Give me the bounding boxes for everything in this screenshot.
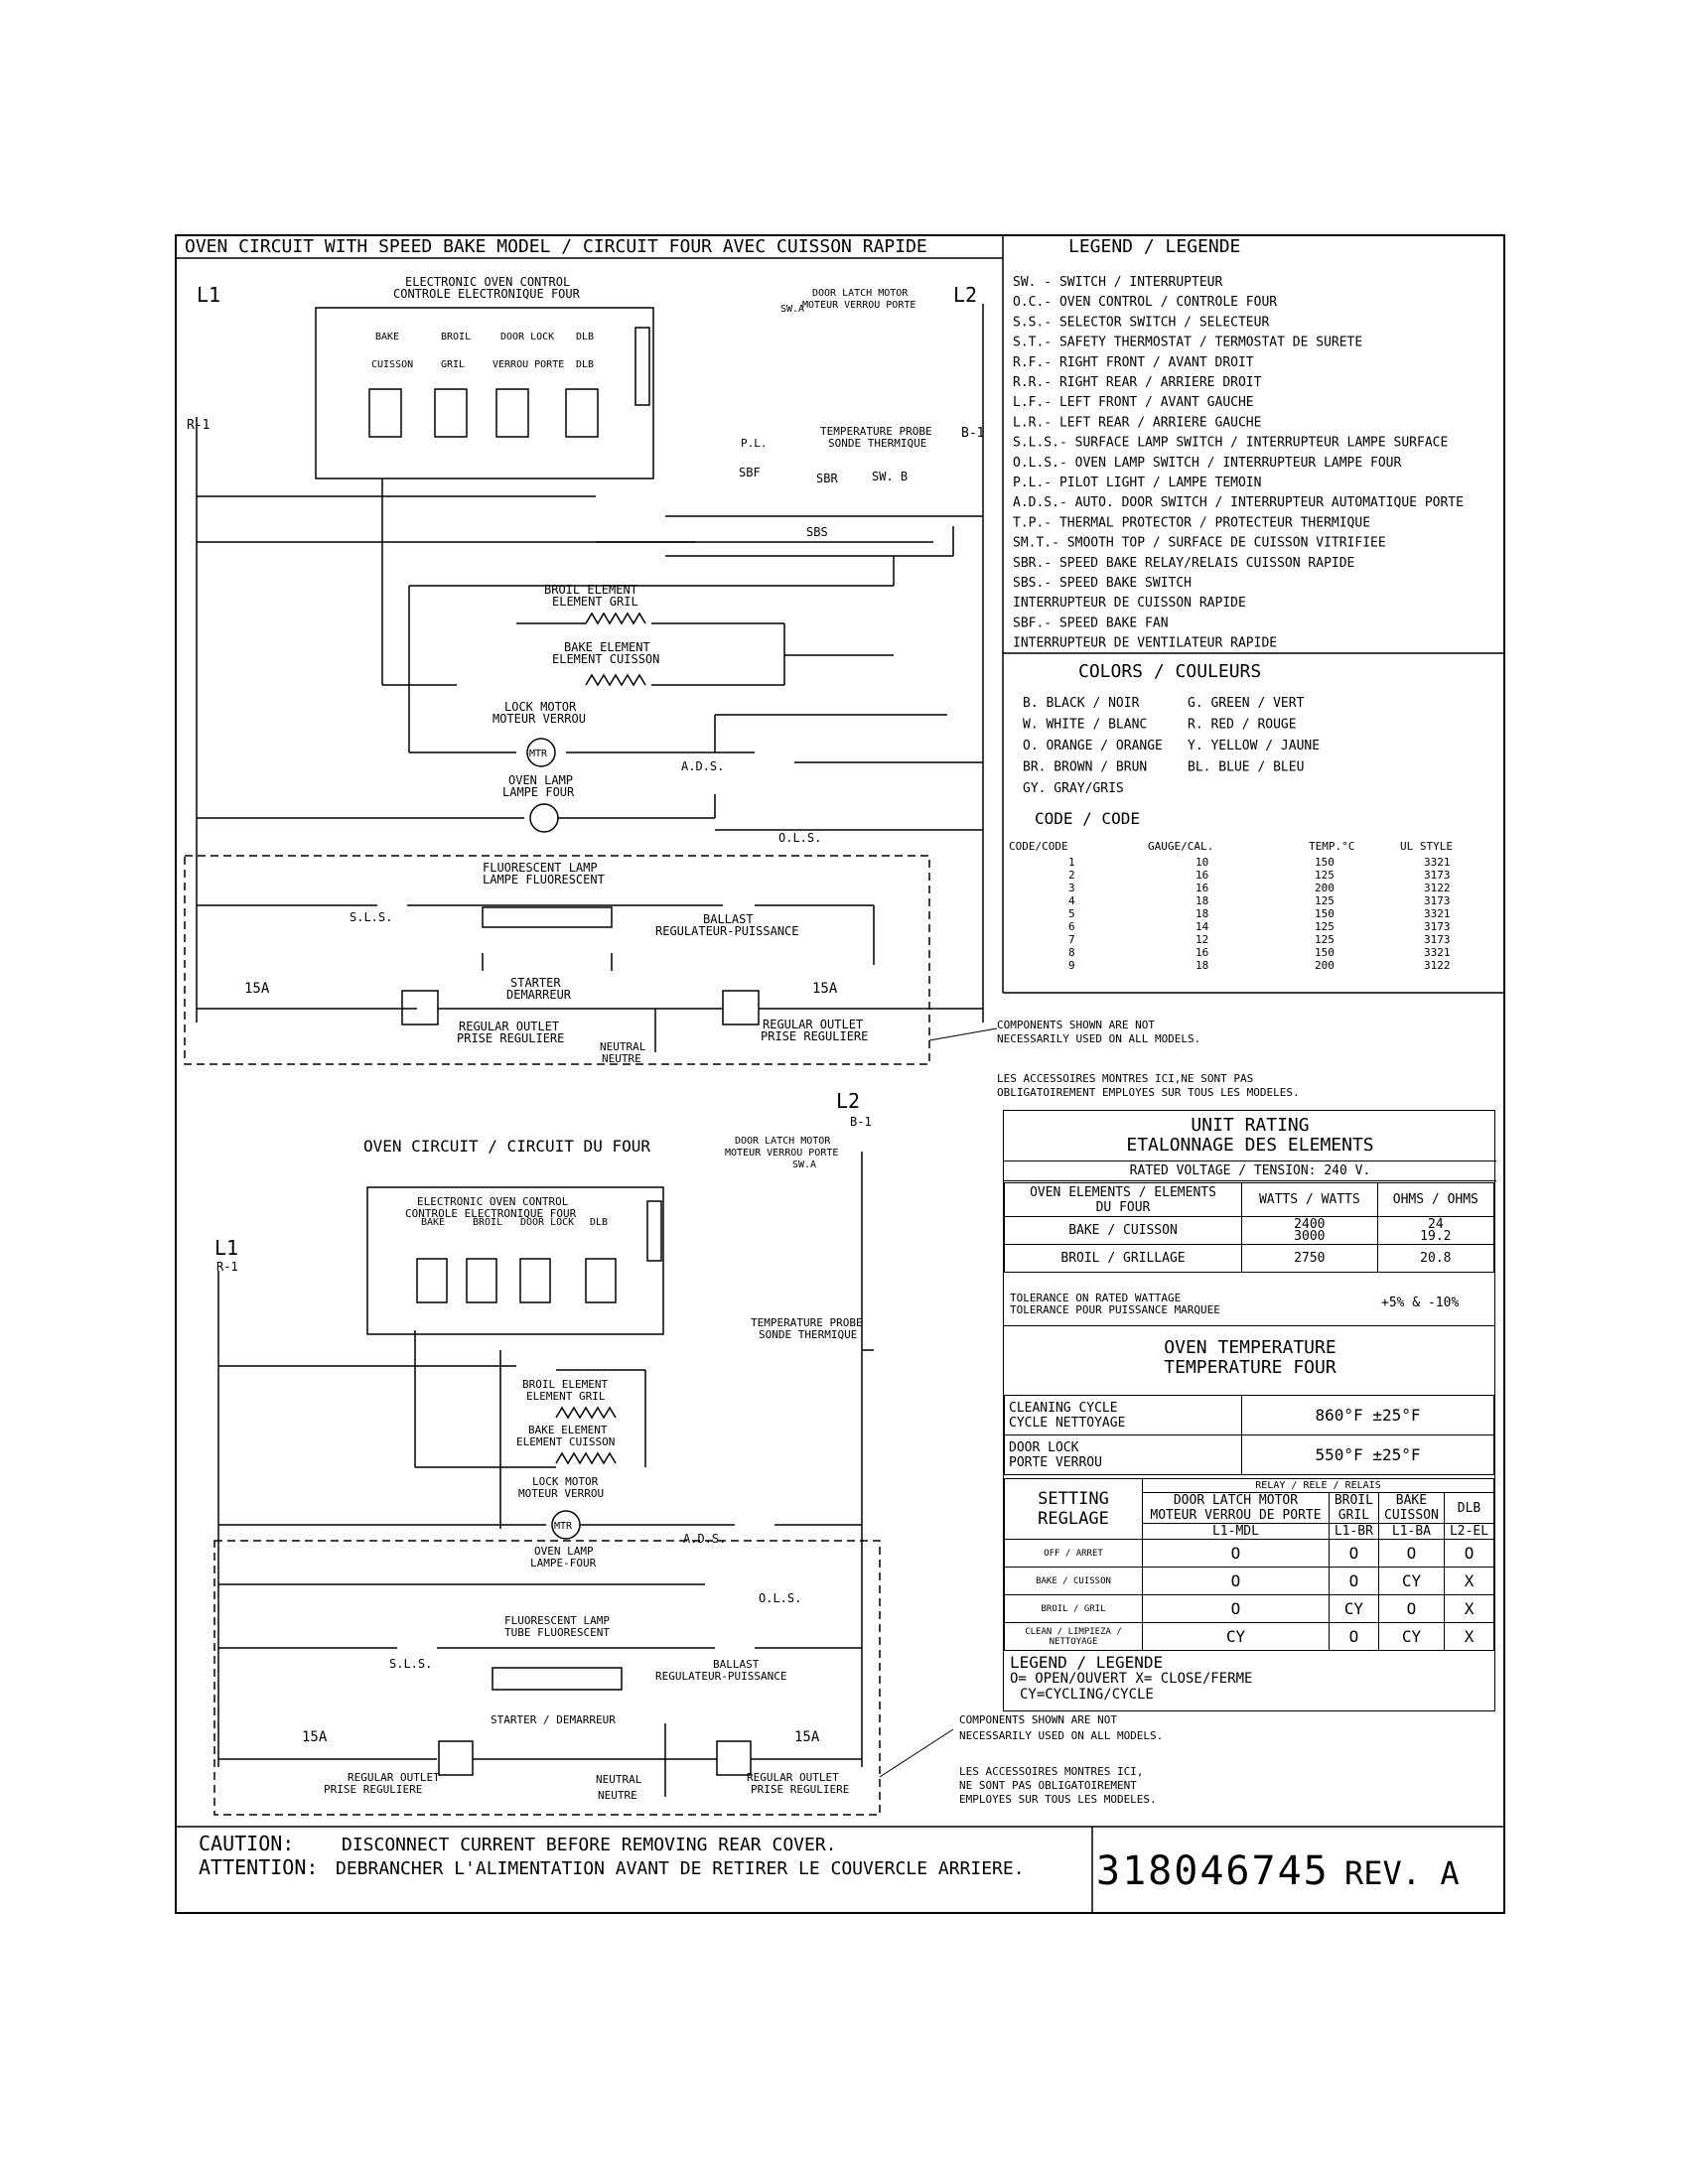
sbs-label: SBS [806,525,828,539]
legend-item: SBF.- SPEED BAKE FAN [1013,615,1169,631]
unit-rating-panel [1003,1110,1495,1711]
legend-item: INTERRUPTEUR DE CUISSON RAPIDE [1013,596,1246,612]
code-cell: 125 [1315,869,1335,882]
r1-label: R-1 [187,418,211,433]
code-cell: 1 [1068,856,1075,869]
fl-label-fr-2: TUBE FLUORESCENT [504,1626,610,1639]
setting-col-code: L1-BR [1329,1524,1378,1540]
setting-legend-1: O= OPEN/OUVERT X= CLOSE/FERME [1010,1671,1253,1687]
setting-row [1005,1568,1494,1595]
setting-cell: X [1445,1568,1494,1595]
code-cell: 10 [1196,856,1209,869]
setting-cell: O [1329,1540,1378,1568]
code-header: GAUGE/CAL. [1148,840,1214,853]
ballast-label-fr-2: REGULATEUR-PUISSANCE [655,1670,787,1683]
relay-bake-label-2: BAKE [421,1217,446,1228]
setting-col-header: DLB [1445,1493,1494,1524]
setting-row-name: BROIL / GRIL [1005,1595,1143,1623]
swb-label: SW. B [872,470,909,483]
legend-item: O.L.S.- OVEN LAMP SWITCH / INTERRUPTEUR LAMPE FOUR [1013,455,1402,471]
bake-label-fr-2: ELEMENT CUISSON [516,1435,616,1448]
setting-legend-2: CY=CYCLING/CYCLE [1020,1687,1154,1703]
code-header: UL STYLE [1400,840,1453,853]
setting-row-name: BAKE / CUISSON [1005,1568,1143,1595]
eoc-label: ELECTRONIC OVEN CONTROL [405,275,571,289]
legend-item: S.L.S.- SURFACE LAMP SWITCH / INTERRUPTEUR LAMPE SURFACE [1013,435,1449,451]
code-cell: 125 [1315,894,1335,907]
code-cell: 7 [1068,933,1075,946]
code-cell: 5 [1068,907,1075,920]
code-cell: 3173 [1424,920,1451,933]
setting-col-header: BAKE CUISSON [1378,1493,1444,1524]
door-temp-value: 550°F ±25°F [1242,1435,1494,1475]
setting-cell: X [1445,1595,1494,1623]
broil-row-label: BROIL / GRILLAGE [1005,1245,1242,1273]
lock-label-fr: MOTEUR VERROU [492,712,586,726]
setting-cell: CY [1378,1568,1444,1595]
legend-item: SBR.- SPEED BAKE RELAY/RELAIS CUISSON RAPIDE [1013,555,1355,571]
part-number: 318046745 [1096,1848,1330,1894]
code-cell: 6 [1068,920,1075,933]
code-cell: 3321 [1424,907,1451,920]
setting-row [1005,1540,1494,1568]
legend-item: O.C.- OVEN CONTROL / CONTROLE FOUR [1013,295,1278,311]
setting-col-code: L2-EL [1445,1524,1494,1540]
starter-label-fr: DEMARREUR [506,988,572,1002]
code-cell: 14 [1196,920,1209,933]
code-cell: 200 [1315,959,1335,972]
relay-dlb-label-fr: DLB [576,359,595,370]
ads-label: A.D.S. [681,759,725,773]
setting-cell: X [1445,1623,1494,1651]
setting-col-code: L1-BA [1378,1524,1444,1540]
code-cell: 150 [1315,946,1335,959]
mtr-label: MTR [529,749,548,759]
elements-header: OVEN ELEMENTS / ELEMENTS [1030,1184,1216,1200]
elements-table: OVEN ELEMENTS / ELEMENTS DU FOUR WATTS / WATTS OHMS / OHMS BAKE / CUISSON 2400 3000 24 19.2 BROIL / GRILLAGE 2750 20.8 [1004,1182,1494,1273]
code-cell: 16 [1196,882,1209,894]
dlm-label-fr-2: MOTEUR VERROU PORTE [725,1148,839,1159]
neutral-label-fr: NEUTRE [602,1052,641,1065]
legend-item: T.P.- THERMAL PROTECTOR / PROTECTEUR THERMIQUE [1013,515,1371,531]
outlet-label-4: REGULAR OUTLET [747,1771,839,1784]
code-cell: 9 [1068,959,1075,972]
l2-label-2: L2 [836,1089,861,1113]
attention-label: ATTENTION: [199,1855,319,1879]
lock-label-fr-2: MOTEUR VERROU [518,1487,605,1500]
elements-header-fr: DU FOUR [1095,1199,1151,1215]
setting-col-header: BROIL GRIL [1329,1493,1378,1524]
setting-cell: CY [1143,1623,1330,1651]
setting-cell: CY [1329,1595,1378,1623]
accessories-note-5: EMPLOYES SUR TOUS LES MODELES. [959,1793,1157,1806]
fl-label: FLUORESCENT LAMP [483,861,598,875]
code-cell: 2 [1068,869,1075,882]
setting-row [1005,1623,1494,1651]
neutral-label-2: NEUTRAL [596,1773,642,1786]
watts-header: WATTS / WATTS [1242,1183,1378,1217]
lock-label: LOCK MOTOR [504,700,577,714]
color-item: G. GREEN / VERT [1188,696,1305,711]
code-cell: 12 [1196,933,1209,946]
lamp-label-2: OVEN LAMP [534,1545,594,1558]
setting-col-header: DOOR LATCH MOTOR MOTEUR VERROU DE PORTE [1143,1493,1330,1524]
bake-label-fr: ELEMENT CUISSON [552,652,660,666]
color-item: W. WHITE / BLANC [1023,717,1148,733]
bake-label: BAKE ELEMENT [564,640,650,654]
bake-row-label: BAKE / CUISSON [1005,1217,1242,1245]
accessories-note-1: LES ACCESSOIRES MONTRES ICI,NE SONT PAS [997,1072,1254,1085]
code-cell: 18 [1196,907,1209,920]
oven-temp-title: OVEN TEMPERATURE [1164,1337,1336,1358]
ballast-label-fr: REGULATEUR-PUISSANCE [655,924,799,938]
color-item: B. BLACK / NOIR [1023,696,1140,711]
setting-cell: O [1143,1595,1330,1623]
legend-item: S.S.- SELECTOR SWITCH / SELECTEUR [1013,315,1270,331]
bake-label-2: BAKE ELEMENT [528,1424,608,1436]
legend-item: SM.T.- SMOOTH TOP / SURFACE DE CUISSON VITRIFIEE [1013,535,1386,551]
accessories-note-4: NE SONT PAS OBLIGATOIREMENT [959,1779,1137,1792]
oven-temp-table: CLEANING CYCLE CYCLE NETTOYAGE 860°F ±25°F DOOR LOCK PORTE VERROU 550°F ±25°F [1004,1395,1494,1475]
setting-row-name: OFF / ARRET [1005,1540,1143,1568]
dlm-label-fr: MOTEUR VERROU PORTE [802,300,916,311]
setting-row-name: CLEAN / LIMPIEZA / NETTOYAGE [1005,1623,1143,1651]
components-note-1: COMPONENTS SHOWN ARE NOT [997,1019,1155,1031]
top-title: OVEN CIRCUIT WITH SPEED BAKE MODEL / CIRCUIT FOUR AVEC CUISSON RAPIDE [185,236,927,257]
relay-broil-label-2: BROIL [473,1217,503,1228]
b1-label-2: B-1 [850,1115,872,1129]
l1-label-2: L1 [214,1236,239,1260]
code-header: TEMP.°C [1309,840,1355,853]
code-cell: 125 [1315,920,1335,933]
outlet-label-2: REGULAR OUTLET [763,1018,864,1031]
code-cell: 3122 [1424,959,1451,972]
color-item: R. RED / ROUGE [1188,717,1297,733]
tp-label-2: TEMPERATURE PROBE [751,1316,863,1329]
neutral-label-fr-2: NEUTRE [598,1789,637,1802]
components-note-2: NECESSARILY USED ON ALL MODELS. [997,1032,1201,1045]
setting-cell: O [1329,1623,1378,1651]
code-cell: 3173 [1424,869,1451,882]
sls-label-2: S.L.S. [389,1657,433,1671]
color-item: Y. YELLOW / JAUNE [1188,739,1321,753]
setting-cell: O [1378,1595,1444,1623]
legend-item: SW. - SWITCH / INTERRUPTEUR [1013,275,1223,290]
fuse-label-1: 15A [244,981,270,997]
code-cell: 16 [1196,946,1209,959]
code-cell: 150 [1315,907,1335,920]
code-cell: 3122 [1424,882,1451,894]
dlm-label: DOOR LATCH MOTOR [812,288,909,299]
legend-item: SBS.- SPEED BAKE SWITCH [1013,576,1193,591]
sbf-label: SBF [739,466,761,479]
lamp-label: OVEN LAMP [508,773,574,787]
tolerance-label: TOLERANCE ON RATED WATTAGE [1010,1292,1182,1304]
sbr-label: SBR [816,472,838,485]
mtr-label-2: MTR [554,1521,573,1532]
rated-voltage: RATED VOLTAGE / TENSION: 240 V. [1004,1160,1496,1181]
code-cell: 3321 [1424,856,1451,869]
color-item: BL. BLUE / BLEU [1188,759,1305,775]
unit-rating-title-fr: ETALONNAGE DES ELEMENTS [1126,1135,1374,1156]
fl-label-2: FLUORESCENT LAMP [504,1614,610,1627]
starter-label: STARTER [510,976,561,990]
broil-label-fr-2: ELEMENT GRIL [526,1390,606,1403]
relay-dlb-label-2: DLB [590,1217,609,1228]
sls-label: S.L.S. [350,910,393,924]
code-cell: 3321 [1424,946,1451,959]
legend-item: A.D.S.- AUTO. DOOR SWITCH / INTERRUPTEUR AUTOMATIQUE PORTE [1013,495,1464,511]
color-item: GY. GRAY/GRIS [1023,781,1124,796]
ballast-label-2: BALLAST [713,1658,760,1671]
attention-text: DEBRANCHER L'ALIMENTATION AVANT DE RETIRER LE COUVERCLE ARRIERE. [336,1858,1025,1879]
outlet-label-1: REGULAR OUTLET [459,1020,560,1033]
fl-label-fr: LAMPE FLUORESCENT [483,873,605,887]
caution-text: DISCONNECT CURRENT BEFORE REMOVING REAR COVER. [342,1835,837,1855]
setting-cell: O [1143,1568,1330,1595]
l1-label: L1 [197,283,221,307]
dlm-label-2: DOOR LATCH MOTOR [735,1136,831,1147]
accessories-note-3: LES ACCESSOIRES MONTRES ICI, [959,1765,1144,1778]
color-item: BR. BROWN / BRUN [1023,759,1148,775]
outlet-label-fr-2: PRISE REGULIERE [761,1029,869,1043]
relay-bake-label-fr: CUISSON [371,359,414,370]
color-item: O. ORANGE / ORANGE [1023,739,1163,753]
l2-label: L2 [953,283,978,307]
code-cell: 3173 [1424,894,1451,907]
legend-item: S.T.- SAFETY THERMOSTAT / TERMOSTAT DE SURETE [1013,335,1363,350]
fuse-label-4: 15A [794,1729,820,1745]
eoc-label-2: ELECTRONIC OVEN CONTROL [417,1195,569,1208]
setting-legend-title: LEGEND / LEGENDE [1010,1653,1164,1672]
fuse-label-2: 15A [812,981,838,997]
code-cell: 3 [1068,882,1075,894]
setting-cell: O [1329,1568,1378,1595]
lamp-label-fr: LAMPE FOUR [502,785,575,799]
ballast-label: BALLAST [703,912,754,926]
broil-label: BROIL ELEMENT [544,583,637,597]
code-cell: 16 [1196,869,1209,882]
components-note-3: COMPONENTS SHOWN ARE NOT [959,1713,1117,1726]
neutral-label: NEUTRAL [600,1040,646,1053]
legend-title: LEGEND / LEGENDE [1068,236,1241,257]
relay-door-label: DOOR LOCK [500,332,555,342]
code-cell: 125 [1315,933,1335,946]
legend-item: INTERRUPTEUR DE VENTILATEUR RAPIDE [1013,635,1278,651]
broil-label-2: BROIL ELEMENT [522,1378,609,1391]
code-cell: 3173 [1424,933,1451,946]
code-cell: 18 [1196,959,1209,972]
ohms-header: OHMS / OHMS [1377,1183,1493,1217]
ads-label-2: A.D.S. [683,1532,727,1546]
setting-row [1005,1595,1494,1623]
relay-dlb-label: DLB [576,332,595,342]
tp-label-fr-2: SONDE THERMIQUE [759,1328,858,1341]
colors-title: COLORS / COULEURS [1078,661,1262,682]
setting-table: SETTING REGLAGE RELAY / RELE / RELAIS DOOR LATCH MOTOR MOTEUR VERROU DE PORTE BROIL GRIL BAKE CUISSON DLB L1-MDL L1-BR L1-BA L2-EL OFF / ARRET O O O O BAKE / CUISSON O O CY X BROIL / GRIL O CY O X CLEAN / LIMPIEZA / NETTOYAGE CY O CY X [1004,1478,1494,1651]
setting-cell: O [1143,1540,1330,1568]
eoc-label-fr-2: CONTROLE ELECTRONIQUE FOUR [405,1207,577,1220]
legend-item: P.L.- PILOT LIGHT / LAMPE TEMOIN [1013,476,1262,490]
tolerance-value: +5% & -10% [1381,1296,1460,1310]
starter-label-2: STARTER / DEMARREUR [491,1713,616,1726]
code-cell: 150 [1315,856,1335,869]
eoc-label-fr: CONTROLE ELECTRONIQUE FOUR [393,287,580,301]
legend-item: R.R.- RIGHT REAR / ARRIERE DROIT [1013,375,1262,390]
setting-cell: CY [1378,1623,1444,1651]
code-header: CODE/CODE [1009,840,1068,853]
code-cell: 8 [1068,946,1075,959]
swa-label: SW.A [780,304,805,315]
setting-cell: O [1378,1540,1444,1568]
outlet-label-3: REGULAR OUTLET [348,1771,440,1784]
lock-label-2: LOCK MOTOR [532,1475,599,1488]
code-cell: 4 [1068,894,1075,907]
relay-broil-label-fr: GRIL [441,359,466,370]
ols-label: O.L.S. [778,831,822,845]
relay-door-label-fr: VERROU PORTE [492,359,565,370]
lamp-label-fr-2: LAMPE-FOUR [530,1557,597,1570]
setting-cell: O [1445,1540,1494,1568]
broil-label-fr: ELEMENT GRIL [552,595,638,609]
tp-label: TEMPERATURE PROBE [820,425,932,438]
components-note-4: NECESSARILY USED ON ALL MODELS. [959,1729,1164,1742]
clean-temp-value: 860°F ±25°F [1242,1396,1494,1435]
revision: REV. A [1344,1854,1460,1892]
caution-label: CAUTION: [199,1832,295,1855]
relay-broil-label: BROIL [441,332,472,342]
unit-rating-title: UNIT RATING [1191,1115,1310,1136]
relay-bake-label: BAKE [375,332,400,342]
code-title: CODE / CODE [1035,809,1140,828]
tp-label-fr: SONDE THERMIQUE [828,437,927,450]
oven-temp-title-fr: TEMPERATURE FOUR [1164,1357,1336,1378]
outlet-label-fr-3: PRISE REGULIERE [324,1783,423,1796]
accessories-note-2: OBLIGATOIREMENT EMPLOYES SUR TOUS LES MODELES. [997,1086,1300,1099]
legend-item: R.F.- RIGHT FRONT / AVANT DROIT [1013,354,1254,370]
fuse-label-3: 15A [302,1729,328,1745]
tolerance-label-fr: TOLERANCE POUR PUISSANCE MARQUEE [1010,1303,1220,1316]
legend-item: L.F.- LEFT FRONT / AVANT GAUCHE [1013,395,1254,411]
legend-item: L.R.- LEFT REAR / ARRIERE GAUCHE [1013,415,1262,431]
bottom-title: OVEN CIRCUIT / CIRCUIT DU FOUR [363,1137,650,1156]
ols-label-2: O.L.S. [759,1591,802,1605]
setting-col-code: L1-MDL [1143,1524,1330,1540]
pl-label: P.L. [741,437,768,450]
code-cell: 200 [1315,882,1335,894]
b1-label: B-1 [961,426,985,441]
swa-label-2: SW.A [792,1160,817,1170]
relay-door-label-2: DOOR LOCK [520,1217,575,1228]
code-cell: 18 [1196,894,1209,907]
outlet-label-fr-1: PRISE REGULIERE [457,1031,565,1045]
r1-label-2: R-1 [216,1260,238,1274]
outlet-label-fr-4: PRISE REGULIERE [751,1783,850,1796]
